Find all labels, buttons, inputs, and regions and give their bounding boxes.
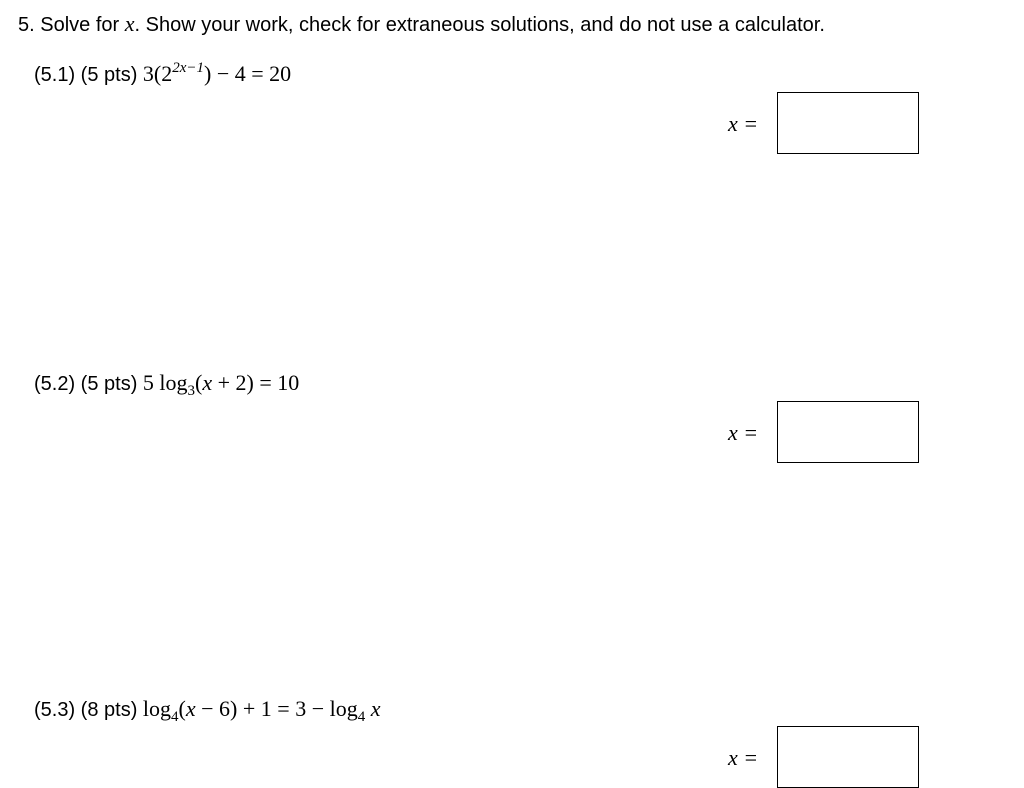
problem-equation	[142, 370, 300, 399]
exponent-text: 2x−1	[172, 60, 205, 76]
answer-label-text: x =	[728, 420, 759, 445]
equation-variable: x	[202, 370, 213, 395]
question-number: 5.	[18, 14, 35, 36]
answer-label-text: x =	[728, 111, 759, 136]
problem-label: (5.2) (5 pts)	[34, 373, 138, 395]
answer-label	[728, 745, 758, 771]
question-heading	[18, 11, 825, 37]
problem-label: (5.1) (5 pts)	[34, 64, 138, 86]
equation-part: − 6) + 1 = 3 − log	[195, 696, 358, 721]
equation-part: 3(2	[142, 61, 173, 86]
problem-label: (5.3) (8 pts)	[34, 699, 138, 721]
answer-label	[728, 111, 758, 137]
equation-part: (	[195, 370, 203, 395]
problem-5-2	[34, 370, 300, 399]
equation-variable: x	[370, 696, 381, 721]
equation-exponent	[172, 60, 204, 76]
equation-part: + 2) = 10	[212, 370, 300, 395]
equation-part: 5 log	[142, 370, 188, 395]
answer-label	[728, 420, 758, 446]
answer-label-text: x =	[728, 745, 759, 770]
log-base: 3	[187, 383, 196, 399]
problem-equation	[142, 696, 381, 725]
equation-part: log	[142, 696, 172, 721]
equation-part: (	[178, 696, 186, 721]
heading-text-end: . Show your work, check for extraneous solutions, and do not use a calculator.	[134, 14, 825, 36]
log-base: 4	[171, 709, 179, 725]
answer-box-5-2[interactable]	[777, 401, 919, 463]
problem-equation	[143, 61, 291, 86]
heading-text-start: Solve for	[40, 14, 120, 36]
answer-box-5-3[interactable]	[777, 726, 919, 788]
problem-5-3	[34, 696, 381, 725]
problem-5-1	[34, 61, 291, 87]
answer-box-5-1[interactable]	[777, 92, 919, 154]
equation-variable: x	[185, 696, 196, 721]
log-base: 4	[357, 709, 366, 725]
heading-variable: x	[124, 11, 135, 36]
equation-part: ) − 4 = 20	[204, 61, 292, 86]
